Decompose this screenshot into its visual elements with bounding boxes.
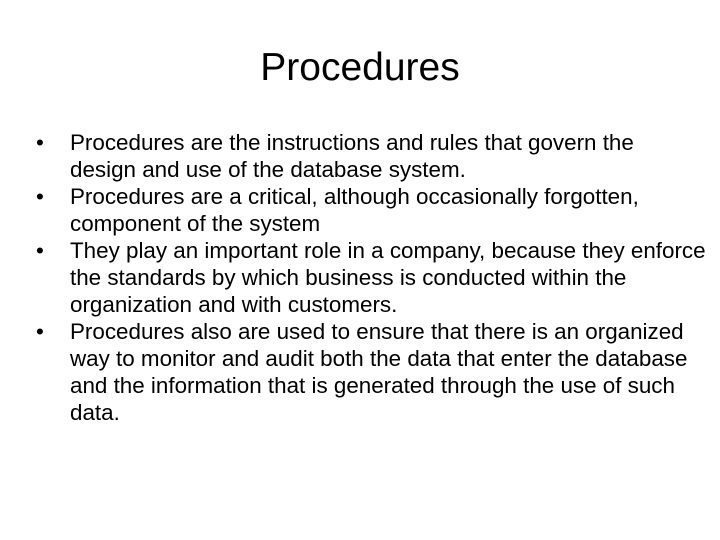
bullet-dot-icon: • <box>36 319 44 344</box>
bullet-text: Procedures are the instructions and rules that govern the design and use of the database system. <box>70 130 634 182</box>
slide-title: Procedures <box>260 46 460 89</box>
bullet-item <box>36 183 706 237</box>
bullet-text: Procedures also are used to ensure that there is an organized way to monitor and audit both the data that enter the database and the information that is generated through the use of such data. <box>70 319 688 425</box>
bullet-dot-icon: • <box>36 130 44 155</box>
bullet-item <box>36 129 706 183</box>
bullet-list <box>36 129 706 426</box>
bullet-dot-icon: • <box>36 184 44 209</box>
bullet-item <box>36 318 706 426</box>
bullet-text: Procedures are a critical, although occasionally forgotten, component of the system <box>70 184 639 236</box>
bullet-item <box>36 237 706 318</box>
bullet-dot-icon: • <box>36 238 44 263</box>
bullet-text: They play an important role in a company, because they enforce the standards by which business is conducted within the organization and with customers. <box>70 238 706 317</box>
